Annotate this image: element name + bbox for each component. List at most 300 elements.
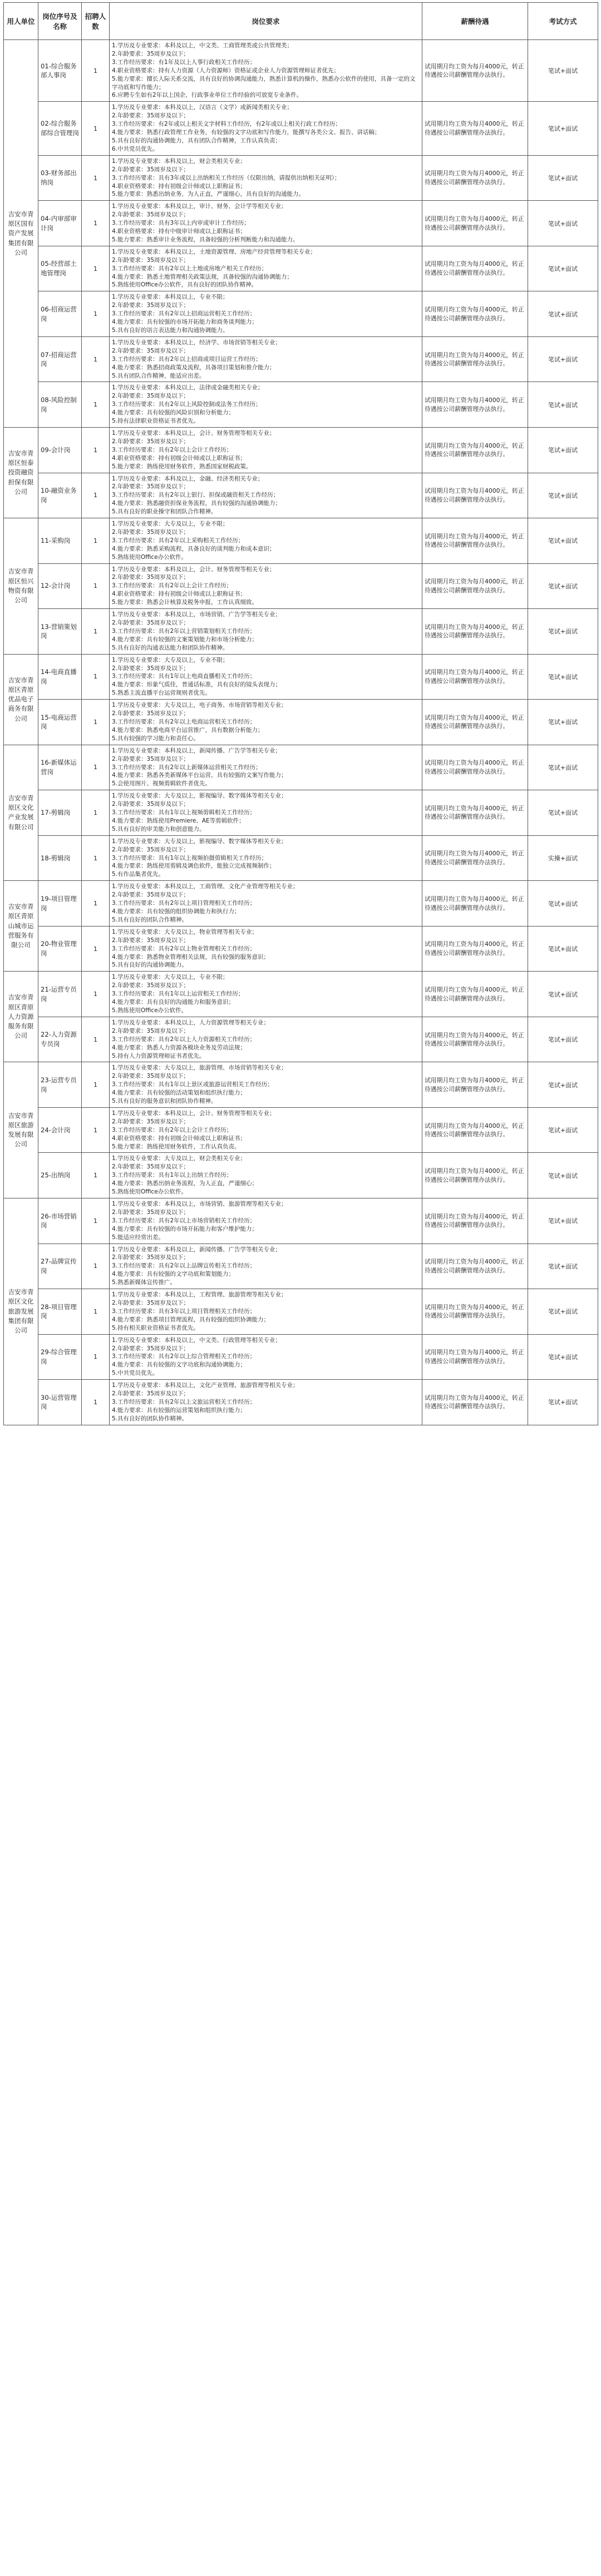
position-cell: 07-招商运营岗 [38,336,82,382]
requirement-line: 1.学历及专业要求：本科及以上，中文类、行政管理等相关专业； [112,1336,282,1344]
exam-cell: 实操+面试 [528,835,598,881]
requirements-cell [110,1244,422,1289]
requirement-line: 2.年龄要求：35周岁及以下； [112,891,189,899]
requirement-line: 4.职业资格要求：持有人力资源（人力资源师）资格证或企业人力资源管理师证者优先； [112,67,340,74]
requirements-cell [110,926,422,972]
position-cell: 15-电商运营岗 [38,700,82,745]
requirement-line: 3.工作经历要求：具有3年以上内审或审计工作经历； [112,220,250,227]
requirement-line: 2.年龄要求：35周岁及以下； [112,574,189,581]
salary-cell: 试用期月均工资为每月4000元，转正待遇按公司薪酬管理办法执行。 [422,1289,528,1335]
requirement-line: 2.年龄要求：35周岁及以下； [112,438,189,445]
count-cell: 1 [82,563,110,609]
requirement-line: 3.工作经历要求：具有1年以上电商直播相关工作经历； [112,673,256,680]
count-cell: 1 [82,1017,110,1062]
requirement-line: 2.年龄要求：35周岁及以下； [112,347,189,354]
exam-cell: 笔试+面试 [528,790,598,836]
requirement-line: 2.年龄要求：35周岁及以下； [112,256,189,264]
table-row [4,518,598,564]
position-cell: 29-综合管理岗 [38,1334,82,1380]
exam-cell: 笔试+面试 [528,972,598,1017]
requirement-line: 6.应聘专生如有2年以上国企、行政事业单位工作经验的可放宽专业条件。 [112,92,303,99]
requirement-line: 4.能力要求：具有较强的市场开拓能力和商务谈判能力； [112,319,258,326]
position-cell: 22-人力资源专员岗 [38,1017,82,1062]
requirement-line: 3.工作经历要求：具有2年以上综合管理相关工作经历； [112,1353,256,1360]
count-cell: 1 [82,700,110,745]
requirement-line: 3.工作经历要求：有1年及以上人事行政相关工作经历； [112,58,256,66]
requirement-line: 2.年龄要求：35周岁及以下； [112,1390,189,1398]
requirement-line: 3.工作经历要求：具有2年以上银行、担保或融资相关工作经历； [112,492,279,499]
exam-cell: 笔试+面试 [528,1198,598,1244]
requirement-line: 4.职业资格要求：持有初级会计师或以上职称证书； [112,591,247,598]
position-cell: 03-财务部出纳岗 [38,155,82,201]
requirement-line: 5.能力要求：熟悉会计核算及税务申报，工作认真细致。 [112,599,258,606]
salary-cell: 试用期月均工资为每月4000元，转正待遇按公司薪酬管理办法执行。 [422,835,528,881]
requirements-cell [110,563,422,609]
requirements-cell [110,1289,422,1335]
requirement-line: 4.能力要求：熟悉行政管理工作业务，有较强的文字功底和写作能力，能撰写各类公文、报告、讲话稿； [112,129,381,136]
requirement-line: 2.年龄要求：35周岁及以下； [112,1163,189,1171]
requirement-line: 3.工作经历要求：具有2年以上招商运营相关工作经历； [112,310,256,318]
table-row [4,881,598,927]
exam-cell: 笔试+面试 [528,336,598,382]
exam-cell: 笔试+面试 [528,1062,598,1108]
requirement-line: 5.具有团队合作精神，能适应出差。 [112,372,205,379]
exam-cell: 笔试+面试 [528,201,598,246]
header-requirements: 岗位要求 [110,3,422,40]
requirement-line: 3.工作经历要求：具有2年以上招商或项目运营工作经历； [112,355,262,363]
requirement-line: 4.能力要求：熟悉土地管理相关政策法规，具备较强的沟通协调能力； [112,273,293,280]
requirement-line: 1.学历及专业要求：本科及以上，新闻传播、广告学等相关专业； [112,1246,282,1253]
position-cell: 20-物业管理岗 [38,926,82,972]
salary-cell: 试用期月均工资为每月4000元，转正待遇按公司薪酬管理办法执行。 [422,1198,528,1244]
requirement-line: 2.年龄要求：35周岁及以下； [112,982,189,989]
requirements-cell [110,102,422,155]
requirement-line: 5.具有良好的沟通协调能力。 [112,962,188,969]
exam-cell: 笔试+面试 [528,926,598,972]
requirement-line: 4.能力要求：具有较强的组织协调能力和执行力； [112,908,240,915]
position-cell: 09-会计岗 [38,427,82,473]
table-row [4,102,598,155]
table-row [4,563,598,609]
requirement-line: 4.能力要求：具有较强的市场开拓能力和客户维护能力； [112,1225,258,1232]
count-cell: 1 [82,518,110,564]
requirement-line: 5.具有良好的团队协作精神。 [112,1415,188,1422]
requirement-line: 5.有作品集者优先。 [112,871,165,878]
table-row [4,246,598,291]
count-cell: 1 [82,654,110,700]
count-cell: 1 [82,1244,110,1289]
requirement-line: 2.年龄要求：35周岁及以下； [112,1299,189,1306]
requirement-line: 2.年龄要求：35周岁及以下； [112,1254,189,1261]
requirement-line: 3.工作经历要求：具有2年以上会计工作经历； [112,446,233,453]
requirement-line: 5.能力要求：擅长人际关系交流，具有良好的协调沟通能力，熟悉计算机的操作，熟悉办公软件的使用，具备一定的文字功底和写作能力； [112,75,416,91]
salary-cell: 试用期月均工资为每月4000元，转正待遇按公司薪酬管理办法执行。 [422,790,528,836]
requirement-line: 1.学历及专业要求：本科及以上，土地资源管理、房地产经营管理等相关专业； [112,248,317,255]
requirement-line: 5.具有良好的沟通表达能力和团队协作精神。 [112,644,229,651]
header-position: 岗位序号及名称 [38,3,82,40]
table-row [4,1153,598,1198]
count-cell: 1 [82,1198,110,1244]
requirement-line: 3.工作经历要求：具有3年或以上出纳相关工作经历（仅限出纳，请提供出纳相关证明）； [112,174,341,181]
requirements-cell [110,1380,422,1425]
salary-cell: 试用期月均工资为每月4000元，转正待遇按公司薪酬管理办法执行。 [422,972,528,1017]
requirement-line: 1.学历及专业要求：本科及以上，汉语言（文学）或新闻类相关专业； [112,104,293,111]
count-cell: 1 [82,246,110,291]
unit-cell: 吉安市青原区恒泰投资融资担保有限公司 [4,427,38,518]
exam-cell: 笔试+面试 [528,1107,598,1153]
requirement-line: 2.年龄要求：35周岁及以下； [112,302,189,309]
requirement-line: 1.学历及专业要求：本科及以上，会计、财务管理等相关专业； [112,566,275,573]
header-unit: 用人单位 [4,3,38,40]
requirements-cell [110,835,422,881]
salary-cell: 试用期月均工资为每月4000元，转正待遇按公司薪酬管理办法执行。 [422,745,528,790]
requirement-line: 3.工作经历要求：具有2年以上品牌宣传相关工作经历； [112,1262,256,1270]
requirement-line: 5.会使用图片、视频剪辑软件者优先。 [112,780,211,787]
exam-cell: 笔试+面试 [528,609,598,655]
unit-cell: 吉安市青原区旅游发展有限公司 [4,1062,38,1198]
requirement-line: 4.能力要求：熟练使用剪辑及调色软件，能独立完成视频制作； [112,863,275,870]
unit-cell: 吉安市青原区文化旅游发展集团有限公司 [4,1198,38,1425]
requirement-line: 3.工作经历要求：具有2年以上会计工作经历； [112,582,233,589]
requirement-line: 5.能力要求：熟练使用财务软件，工作认真负责。 [112,1143,240,1150]
requirements-cell [110,972,422,1017]
salary-cell: 试用期月均工资为每月4000元，转正待遇按公司薪酬管理办法执行。 [422,155,528,201]
requirement-line: 5.熟练使用Office办公软件。 [112,553,188,561]
count-cell: 1 [82,336,110,382]
table-row [4,1380,598,1425]
position-cell: 14-电商直播岗 [38,654,82,700]
requirement-line: 2.年龄要求：35周岁及以下； [112,112,189,120]
requirements-cell [110,745,422,790]
requirement-line: 5.熟悉新媒体宣传推广。 [112,1279,176,1286]
requirement-line: 1.学历及专业要求：大专及以上，专业不限； [112,974,229,981]
requirement-line: 2.年龄要求：35周岁及以下； [112,801,189,808]
requirement-line: 2.年龄要求：35周岁及以下； [112,50,189,57]
salary-cell: 试用期月均工资为每月4000元，转正待遇按公司薪酬管理办法执行。 [422,563,528,609]
requirement-line: 5.具有较强的学习能力和责任心。 [112,735,200,742]
salary-cell: 试用期月均工资为每月4000元，转正待遇按公司薪酬管理办法执行。 [422,336,528,382]
requirement-line: 1.学历及专业要求：本科及以上，工程管理、旅游管理等相关专业； [112,1291,287,1299]
exam-cell: 笔试+面试 [528,382,598,428]
exam-cell: 笔试+面试 [528,881,598,927]
count-cell: 1 [82,1380,110,1425]
table-body [4,40,598,1425]
table-row [4,201,598,246]
requirement-line: 3.工作经历要求：有2年或以上相关文字材料工作经历，有2年或以上相关行政工作经历； [112,121,341,128]
salary-cell: 试用期月均工资为每月4000元，转正待遇按公司薪酬管理办法执行。 [422,881,528,927]
table-row [4,1198,598,1244]
table-row [4,382,598,428]
requirement-line: 1.学历及专业要求：本科及以上，审计、财务、会计学等相关专业； [112,203,287,210]
position-cell: 05-经营部土地管理岗 [38,246,82,291]
requirement-line: 5.能力要求：熟悉审计业务流程，具备较强的分析判断能力和沟通能力。 [112,236,299,243]
requirement-line: 3.工作经历要求：具有2年以上风险控制或法务工作经历； [112,401,262,408]
count-cell: 1 [82,382,110,428]
requirement-line: 1.学历及专业要求：本科及以上，工商管理、文化产业管理等相关专业； [112,883,299,890]
requirement-line: 4.能力要求：熟悉招商政策及流程，具备项目策划和推介能力； [112,364,275,371]
salary-cell: 试用期月均工资为每月4000元，转正待遇按公司薪酬管理办法执行。 [422,654,528,700]
position-cell: 23-运营专员岗 [38,1062,82,1108]
table-row [4,155,598,201]
unit-cell: 吉安市青原区文化产业发展有限公司 [4,745,38,881]
requirement-line: 1.学历及专业要求：本科及以上，法律或金融类相关专业； [112,384,264,392]
salary-cell: 试用期月均工资为每月4000元，转正待遇按公司薪酬管理办法执行。 [422,700,528,745]
requirement-line: 4.职业资格要求：持有初级会计师或以上职称证书； [112,182,247,190]
unit-cell: 吉安市青原区青原山城市运营服务有限公司 [4,881,38,972]
requirements-cell [110,518,422,564]
header-count: 招聘人数 [82,3,110,40]
requirement-line: 4.能力要求：具有较强的文字功底和策划能力； [112,1271,235,1278]
salary-cell: 试用期月均工资为每月4000元，转正待遇按公司薪酬管理办法执行。 [422,1380,528,1425]
count-cell: 1 [82,926,110,972]
requirements-cell [110,291,422,337]
requirements-cell [110,609,422,655]
salary-cell: 试用期月均工资为每月4000元，转正待遇按公司薪酬管理办法执行。 [422,1153,528,1198]
exam-cell: 笔试+面试 [528,745,598,790]
requirements-cell [110,790,422,836]
requirements-cell [110,201,422,246]
requirement-line: 4.能力要求：熟悉出纳业务流程，为人正直，严谨细心； [112,1180,258,1187]
requirements-cell [110,473,422,518]
position-cell: 06-招商运营岗 [38,291,82,337]
count-cell: 1 [82,972,110,1017]
requirement-line: 3.工作经历要求：具有3年以上项目管理相关工作经历； [112,1307,256,1315]
salary-cell: 试用期月均工资为每月4000元，转正待遇按公司薪酬管理办法执行。 [422,427,528,473]
requirement-line: 4.能力要求：具有较强的文字功底和沟通协调能力； [112,1361,247,1369]
requirements-cell [110,1153,422,1198]
requirement-line: 5.熟练使用Office办公软件，具有良好的团队协作精神。 [112,281,258,289]
position-cell: 28-项目管理岗 [38,1289,82,1335]
exam-cell: 笔试+面试 [528,102,598,155]
requirement-line: 5.具有良好的沟通协调能力，具有团队合作精神，工作认真负责； [112,137,282,144]
requirement-line: 3.工作经历要求：具有2年以上采购相关工作经历； [112,537,244,544]
count-cell: 1 [82,427,110,473]
position-cell: 11-采购岗 [38,518,82,564]
requirement-line: 2.年龄要求：35周岁及以下； [112,1345,189,1352]
exam-cell: 笔试+面试 [528,40,598,102]
position-cell: 26-市场营销岗 [38,1198,82,1244]
requirement-line: 1.学历及专业要求：本科及以上，新闻传播、广告学等相关专业； [112,747,282,754]
unit-cell: 吉安市青原区青原优品电子商务有限公司 [4,654,38,745]
requirement-line: 2.年龄要求：35周岁及以下； [112,393,189,400]
requirement-line: 5.持有相关职业资格证书者优先。 [112,1324,200,1331]
position-cell: 27-品牌宣传岗 [38,1244,82,1289]
requirement-line: 4.能力要求：熟悉采购流程，具备良好的谈判能力和成本意识； [112,545,275,552]
table-row [4,1017,598,1062]
requirement-line: 1.学历及专业要求：本科及以上，金融、经济类相关专业； [112,475,264,482]
position-cell: 25-出纳岗 [38,1153,82,1198]
requirements-cell [110,1198,422,1244]
requirement-line: 4.能力要求：熟悉人力资源各模块业务及劳动法规； [112,1044,247,1051]
requirement-line: 4.能力要求：形象气质佳，普通话标准，具有良好的镜头表现力； [112,681,282,688]
requirement-line: 5.熟悉主流直播平台运营规则者优先。 [112,690,211,697]
requirement-line: 2.年龄要求：35周岁及以下； [112,1073,189,1080]
requirement-line: 2.年龄要求：35周岁及以下； [112,710,189,717]
requirement-line: 2.年龄要求：35周岁及以下； [112,211,189,219]
exam-cell: 笔试+面试 [528,518,598,564]
requirement-line: 5.能力要求：熟练使用财务软件，熟悉国家财税政策。 [112,463,252,470]
table-row [4,1107,598,1153]
requirement-line: 3.工作经历要求：具有2年以上会计工作经历； [112,1126,233,1133]
salary-cell: 试用期月均工资为每月4000元，转正待遇按公司薪酬管理办法执行。 [422,926,528,972]
requirements-cell [110,881,422,927]
salary-cell: 试用期月均工资为每月4000元，转正待遇按公司薪酬管理办法执行。 [422,201,528,246]
position-cell: 24-会计岗 [38,1107,82,1153]
count-cell: 1 [82,1289,110,1335]
requirement-line: 2.年龄要求：35周岁及以下； [112,528,189,536]
salary-cell: 试用期月均工资为每月4000元，转正待遇按公司薪酬管理办法执行。 [422,382,528,428]
requirement-line: 5.熟练使用Office办公软件。 [112,1188,188,1196]
requirement-line: 4.职业资格要求：持有初级会计师或以上职称证书； [112,454,247,462]
salary-cell: 试用期月均工资为每月4000元，转正待遇按公司薪酬管理办法执行。 [422,40,528,102]
count-cell: 1 [82,835,110,881]
exam-cell: 笔试+面试 [528,155,598,201]
table-row [4,972,598,1017]
requirement-line: 1.学历及专业要求：大专及以上，旅游管理、市场营销等相关专业； [112,1064,287,1072]
requirements-cell [110,1062,422,1108]
table-row [4,835,598,881]
position-cell: 08-风险控制岗 [38,382,82,428]
position-cell: 04-内审部审计岗 [38,201,82,246]
salary-cell: 试用期月均工资为每月4000元，转正待遇按公司薪酬管理办法执行。 [422,1334,528,1380]
requirement-line: 2.年龄要求：35周岁及以下； [112,1118,189,1125]
requirement-line: 2.年龄要求：35周岁及以下； [112,483,189,491]
requirement-line: 6.中共党员优先。 [112,145,159,152]
table-row [4,1062,598,1108]
count-cell: 1 [82,40,110,102]
requirement-line: 2.年龄要求：35周岁及以下； [112,755,189,762]
salary-cell: 试用期月均工资为每月4000元，转正待遇按公司薪酬管理办法执行。 [422,609,528,655]
count-cell: 1 [82,201,110,246]
count-cell: 1 [82,291,110,337]
requirement-line: 3.工作经历要求：具有2年以上项目管理相关工作经历； [112,900,256,907]
requirement-line: 4.能力要求：具有较强的活动策划和组织执行能力； [112,1089,247,1097]
salary-cell: 试用期月均工资为每月4000元，转正待遇按公司薪酬管理办法执行。 [422,518,528,564]
requirement-line: 4.能力要求：熟悉融资担保业务流程，具有较强的沟通协调能力； [112,500,282,507]
requirement-line: 3.工作经历要求：具有1年以上视频拍摄剪辑相关工作经历； [112,854,268,861]
count-cell: 1 [82,1334,110,1380]
count-cell: 1 [82,1107,110,1153]
position-cell: 13-营销策划岗 [38,609,82,655]
requirement-line: 1.学历及专业要求：大专及以上，专业不限； [112,656,229,663]
requirement-line: 1.学历及专业要求：大专及以上，影视编导、数字媒体等相关专业； [112,838,287,845]
requirement-line: 1.学历及专业要求：本科及以上，经济学、市场营销等相关专业； [112,339,282,346]
position-cell: 18-剪辑岗 [38,835,82,881]
salary-cell: 试用期月均工资为每月4000元，转正待遇按公司薪酬管理办法执行。 [422,102,528,155]
requirement-line: 5.能力要求：熟悉出纳业务，为人正直，严谨细心，具有良好的沟通能力。 [112,191,305,198]
requirement-line: 4.能力要求：具有良好的沟通能力和服务意识； [112,999,235,1006]
salary-cell: 试用期月均工资为每月4000元，转正待遇按公司薪酬管理办法执行。 [422,473,528,518]
table-row [4,473,598,518]
requirement-line: 1.学历及专业要求：本科及以上，市场营销、旅游管理等相关专业； [112,1201,287,1207]
requirement-line: 1.学历及专业要求：大专及以上，影视编导、数字媒体等相关专业； [112,792,287,800]
requirement-line: 5.持有法律职业资格证书者优先。 [112,418,200,425]
table-header-row [4,3,598,40]
requirement-line: 1.学历及专业要求：大专及以上，物业管理等相关专业； [112,928,258,935]
requirement-line: 5.具有良好的服务意识和团队协作精神。 [112,1098,217,1105]
requirement-line: 5.持有人力资源管理师证书者优先。 [112,1052,205,1059]
requirement-line: 1.学历及专业要求：大专及以上，电子商务、市场营销等相关专业； [112,702,287,709]
requirement-line: 2.年龄要求：35周岁及以下； [112,846,189,853]
exam-cell: 笔试+面试 [528,1334,598,1380]
table-row [4,654,598,700]
unit-cell: 吉安市青原区青原人力资源服务有限公司 [4,972,38,1062]
recruitment-table [3,2,598,1425]
requirement-line: 3.工作经历要求：具有2年以上市场营销相关工作经历； [112,1217,256,1224]
exam-cell: 笔试+面试 [528,563,598,609]
exam-cell: 笔试+面试 [528,654,598,700]
table-row [4,40,598,102]
table-row [4,291,598,337]
requirements-cell [110,336,422,382]
requirement-line: 1.学历及专业要求：大专及以上，财会类相关专业； [112,1155,247,1162]
requirement-line: 3.工作经历要求：具有1年以上景区或旅游运营相关工作经历； [112,1081,273,1088]
count-cell: 1 [82,155,110,201]
requirement-line: 4.能力要求：熟练使用Premiere、AE等剪辑软件； [112,817,245,824]
table-row [4,700,598,745]
requirement-line: 5.具有良好的语言表达能力和沟通协调能力。 [112,327,229,334]
requirement-line: 1.学历及专业要求：大专及以上，专业不限； [112,521,229,528]
header-exam: 考试方式 [528,3,598,40]
exam-cell: 笔试+面试 [528,1153,598,1198]
count-cell: 1 [82,1062,110,1108]
unit-cell: 吉安市青原区恒兴物资有限公司 [4,518,38,655]
position-cell: 01-综合服务部人事岗 [38,40,82,102]
table-row [4,1244,598,1289]
requirement-line: 4.能力要求：具有较强的风险识别和分析能力； [112,409,235,417]
position-cell: 30-运营管理岗 [38,1380,82,1425]
requirement-line: 5.具有良好的职业操守和团队合作精神。 [112,508,217,516]
requirement-line: 4.能力要求：熟悉物业管理相关法规，具有较强的服务意识； [112,953,270,960]
requirement-line: 2.年龄要求：35周岁及以下； [112,665,189,672]
requirements-cell [110,427,422,473]
requirements-cell [110,382,422,428]
requirements-cell [110,246,422,291]
position-cell: 19-项目管理岗 [38,881,82,927]
requirement-line: 4.职业资格要求：持有中级审计师或以上职称证书； [112,228,247,235]
requirement-line: 3.工作经历要求：具有2年以上新媒体运营相关工作经历； [112,764,262,771]
requirements-cell [110,40,422,102]
requirement-line: 1.学历及专业要求：本科及以上，会计、财务管理等相关专业； [112,429,275,437]
requirement-line: 3.工作经历要求：具有2年以上文旅运营相关工作经历； [112,1398,256,1405]
requirement-line: 5.具有良好的团队合作精神。 [112,916,188,923]
requirement-line: 2.年龄要求：35周岁及以下； [112,620,189,626]
requirement-line: 3.工作经历要求：具有2年以上人力资源相关工作经历； [112,1036,256,1043]
requirement-line: 3.工作经历要求：具有2年以上营销策划相关工作经历； [112,627,256,635]
exam-cell: 笔试+面试 [528,1244,598,1289]
requirements-cell [110,654,422,700]
exam-cell: 笔试+面试 [528,246,598,291]
requirement-line: 3.工作经历要求：具有1年以上出纳工作经历； [112,1172,233,1179]
requirement-line: 4.能力要求：具有较强的运营策划和组织执行能力； [112,1406,247,1414]
position-cell: 12-会计岗 [38,563,82,609]
table-row [4,427,598,473]
table-row [4,1289,598,1335]
exam-cell: 笔试+面试 [528,291,598,337]
requirement-line: 5.具有良好的审美能力和创意能力。 [112,825,205,833]
salary-cell: 试用期月均工资为每月4000元，转正待遇按公司薪酬管理办法执行。 [422,1062,528,1108]
requirement-line: 4.职业资格要求：持有初级会计师或以上职称证书； [112,1135,247,1142]
exam-cell: 笔试+面试 [528,427,598,473]
salary-cell: 试用期月均工资为每月4000元，转正待遇按公司薪酬管理办法执行。 [422,1107,528,1153]
requirement-line: 1.学历及专业要求：本科及以上，市场营销、广告学等相关专业； [112,611,282,618]
salary-cell: 试用期月均工资为每月4000元，转正待遇按公司薪酬管理办法执行。 [422,1017,528,1062]
requirement-line: 4.能力要求：熟悉电商平台运营推广，具有数据分析能力； [112,726,264,734]
requirements-cell [110,1017,422,1062]
salary-cell: 试用期月均工资为每月4000元，转正待遇按公司薪酬管理办法执行。 [422,1244,528,1289]
requirement-line: 2.年龄要求：35周岁及以下； [112,166,189,173]
requirement-line: 1.学历及专业要求：本科及以上，中文类、工商管理类或公共管理类； [112,42,293,49]
